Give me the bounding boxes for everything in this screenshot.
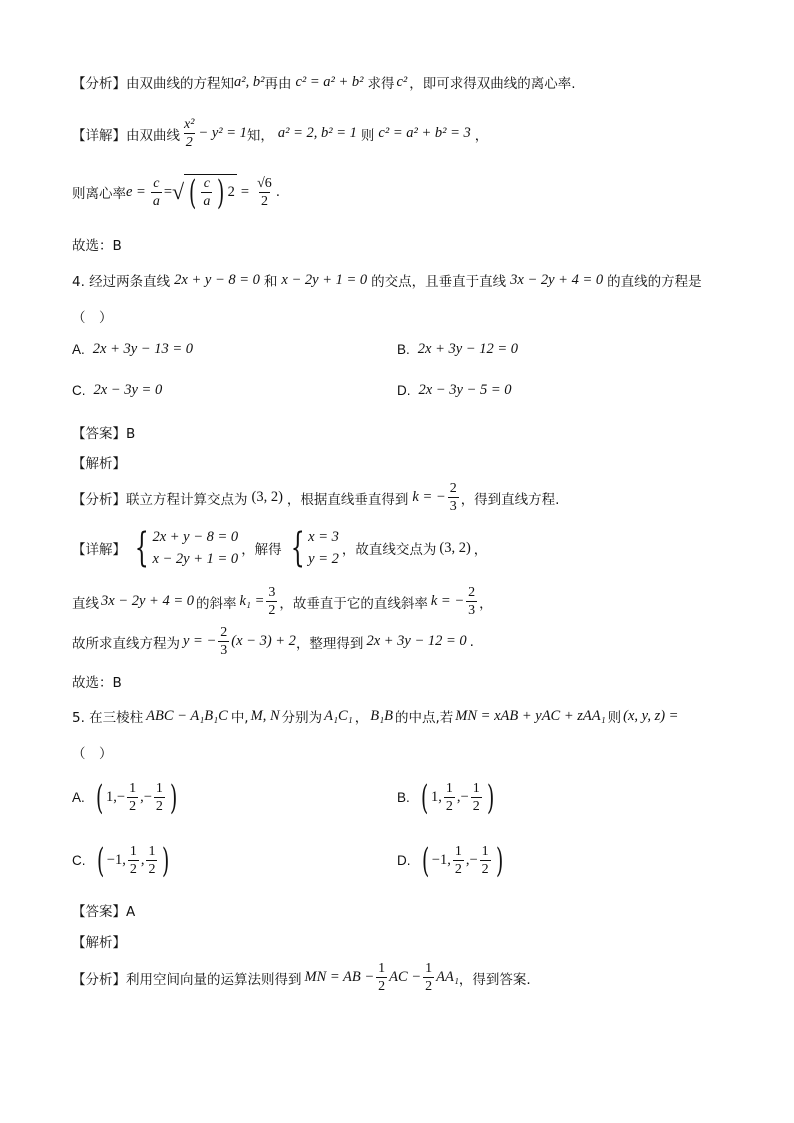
frac-den: 2 [260,193,268,209]
text: −1, [106,852,126,868]
question-5-stem [72,706,678,726]
text: 1, [431,789,442,805]
fraction [376,960,387,995]
frac-num: 1 [454,844,462,859]
text: 由双曲线 [126,127,180,144]
math: e = [126,183,146,200]
text: 5. 在三棱柱 [72,710,144,726]
text: ，整理得到 [295,635,364,652]
frac-den: 2 [129,862,137,877]
math: − y² = 1 [198,125,247,141]
equation: x = 3 [308,529,339,545]
analysis-tag: 【分析】 [72,971,126,988]
text: 则离心率 [72,186,126,202]
text: 中, [230,710,249,726]
frac-den: 2 [445,799,453,814]
text: 利用空间向量的运算法则得到 [126,971,302,988]
text: 的直线的方程是 [607,274,702,290]
frac-num: 1 [378,961,386,976]
text: . [469,633,474,650]
math: (x − 3) + 2 [231,633,296,649]
frac-num: 1 [155,781,163,796]
option-text: 2x − 3y − 5 = 0 [418,382,512,398]
frac-den: 2 [185,135,193,150]
frac-num: 2 [220,625,228,640]
text: 再由 [264,76,292,92]
choose-line: 故选：B [72,238,122,254]
choose-line: 故选：B [72,675,122,691]
text: ，解得 [241,542,282,558]
math: (3, 2) [439,539,471,556]
text: . [275,184,281,200]
math: 2x + 3y − 12 = 0 [366,633,467,649]
math: a², b² [234,73,265,90]
detail-tag: 【详解】 [72,542,126,558]
option-label: D. [397,853,411,868]
math: k = − [430,593,465,609]
frac-num: 2 [449,481,457,496]
fraction [466,584,477,619]
fraction [182,116,196,151]
question-4-paren: （ ） [72,310,113,326]
math: k₁ = [239,593,265,609]
math: 2x + y − 8 = 0 [174,271,260,288]
detail-line [72,526,487,570]
option-label: C. [72,383,86,398]
math: A₁C₁ [324,707,353,724]
fraction [266,584,277,619]
text: ，故直线交点为 [341,542,437,558]
text: 4. 经过两条直线 [72,274,171,290]
question-5-paren: （ ） [72,746,113,762]
frac-num: 1 [481,844,489,859]
math: 3x − 2y + 4 = 0 [101,593,194,609]
math: 3x − 2y + 4 = 0 [510,271,604,288]
frac-den: a [203,194,211,209]
fraction [471,780,482,815]
math: x − 2y + 1 = 0 [281,271,368,288]
frac-num: 1 [129,781,137,796]
fraction [146,843,157,878]
frac-den: 2 [425,979,433,994]
text: 故所求直线方程为 [72,635,180,652]
text: ，得到直线方程. [460,491,560,508]
frac-den: 3 [468,603,476,618]
equation: x − 2y + 1 = 0 [152,551,239,567]
text: 的交点，且垂直于直线 [371,274,507,290]
text: ， [354,710,369,726]
equation-line [72,624,474,659]
text: 分别为 [281,710,323,726]
frac-den: 3 [449,499,457,514]
math: (3, 2) [251,489,283,505]
option-c[interactable] [72,382,162,399]
option-text: 2x + 3y − 12 = 0 [417,341,518,357]
frac-den: 2 [129,799,137,814]
option-label: C. [72,853,86,868]
frac-num: 1 [425,961,433,976]
fraction [127,780,138,815]
math: y = − [183,633,217,649]
option-label: D. [397,383,411,398]
frac-den: 2 [472,799,480,814]
text: 联立方程计算交点为 [126,491,248,508]
math: B₁B [370,707,393,724]
equation: 2x + y − 8 = 0 [152,529,239,545]
slope-line [72,584,493,619]
analysis-tag: 【分析】 [72,76,126,92]
fraction [128,843,139,878]
option-label: A. [72,790,85,805]
fraction [444,780,455,815]
option-text: 2x + 3y − 13 = 0 [92,341,193,357]
text: ， [474,127,489,144]
option-a[interactable]: A. ( 1, − $\frac{1}{2}$ ,− $\frac{1}{2}$ ) [72,777,178,818]
math: c² [396,73,408,90]
frac-num: c [203,176,210,191]
text: 由双曲线的方程知 [126,76,234,92]
fraction [453,843,464,878]
frac-den: a [152,193,160,209]
fraction [154,780,165,815]
math: MN = AB − [304,969,375,985]
fraction [255,175,274,210]
math: c² = a² + b² [295,73,364,90]
option-label: B. [397,342,410,357]
option-d[interactable] [397,382,511,399]
option-d[interactable]: D. ( −1, $\frac{1}{2}$ ,− $\frac{1}{2}$ ) [397,840,503,881]
text: 知， [246,127,274,144]
question-4-stem [72,270,702,290]
answer-label: 【答案】A [72,904,136,920]
answer-label: 【答案】B [72,426,136,442]
option-a[interactable] [72,341,193,358]
text: ，根据直线垂直得到 [286,491,409,508]
analysis-line [72,480,559,515]
frac-num: x² [184,117,195,132]
analysis-label: 【解析】 [72,935,126,951]
math: c² = a² + b² = 3 [378,125,471,141]
frac-den: 2 [268,603,276,618]
frac-den: 2 [454,862,462,877]
option-label: A. [72,342,85,357]
fraction [480,843,491,878]
frac-num: 1 [445,781,453,796]
math: AA₁ [436,969,459,985]
text: , [140,852,145,868]
analysis-line [72,72,576,92]
eccentricity-line: 则离心率 e = $\frac{c}{a}$ = √ ( $\frac{c}{a}$ ) 2 = $\frac{√6}{2}$ . [72,172,281,213]
sqrt-expression: √ ( $\frac{c}{a}$ ) 2 [172,172,235,213]
analysis-tag: 【分析】 [72,491,126,508]
detail-line [72,116,488,151]
solution-system: { x = 3 y = 2 [290,525,339,571]
text: ，即可求得双曲线的离心率. [409,76,576,92]
frac-den: 2 [481,862,489,877]
frac-num: 1 [148,844,156,859]
text: ，故垂直于它的直线斜率 [279,595,428,612]
fraction [423,960,434,995]
fraction [218,624,229,659]
text: ,− [465,852,478,868]
fraction [201,175,212,210]
text: 1, [106,789,117,805]
analysis-line [72,960,531,995]
text: ,− [140,789,152,805]
text: − [116,789,126,805]
option-label: B. [397,790,410,805]
math: M, N [250,707,280,724]
frac-num: c [153,175,160,191]
text: −1, [431,852,451,868]
option-c[interactable]: C. ( −1, $\frac{1}{2}$ , $\frac{1}{2}$ ) [72,840,170,881]
math: MN = xAB + yAC + zAA₁ [455,707,606,724]
text: ,− [456,789,469,805]
equation: y = 2 [308,551,339,567]
fraction [448,480,459,515]
frac-num: 1 [472,781,480,796]
option-b[interactable]: B. ( 1, $\frac{1}{2}$ ,− $\frac{1}{2}$ ) [397,777,494,818]
math: AC − [389,969,422,985]
frac-den: 2 [155,799,163,814]
text: 则 [360,127,375,144]
frac-den: 2 [148,862,156,877]
text: ，得到答案. [458,971,531,988]
detail-tag: 【详解】 [72,127,126,144]
frac-num: 1 [129,844,137,859]
option-text: 2x − 3y = 0 [93,382,163,398]
analysis-label: 【解析】 [72,456,126,472]
text: 直线 [72,595,99,612]
equation-system: { 2x + y − 8 = 0 x − 2y + 1 = 0 [134,525,239,571]
frac-num: 3 [268,585,276,600]
text: ， [479,595,493,612]
text: ， [473,542,488,558]
frac-den: 2 [378,979,386,994]
text: 则 [607,710,622,726]
frac-num: √6 [257,175,272,191]
math: k = − [412,489,446,505]
frac-num: 2 [468,585,476,600]
math: ABC − A₁B₁C [146,707,228,724]
text: 的中点,若 [395,710,454,726]
option-b[interactable] [397,341,518,358]
text: 的斜率 [195,595,237,612]
text: 求得 [367,76,395,92]
fraction [151,175,162,210]
frac-den: 3 [220,643,228,658]
math: (x, y, z) = [623,707,679,724]
math: a² = 2, b² = 1 [277,125,357,141]
text: 和 [263,274,278,290]
